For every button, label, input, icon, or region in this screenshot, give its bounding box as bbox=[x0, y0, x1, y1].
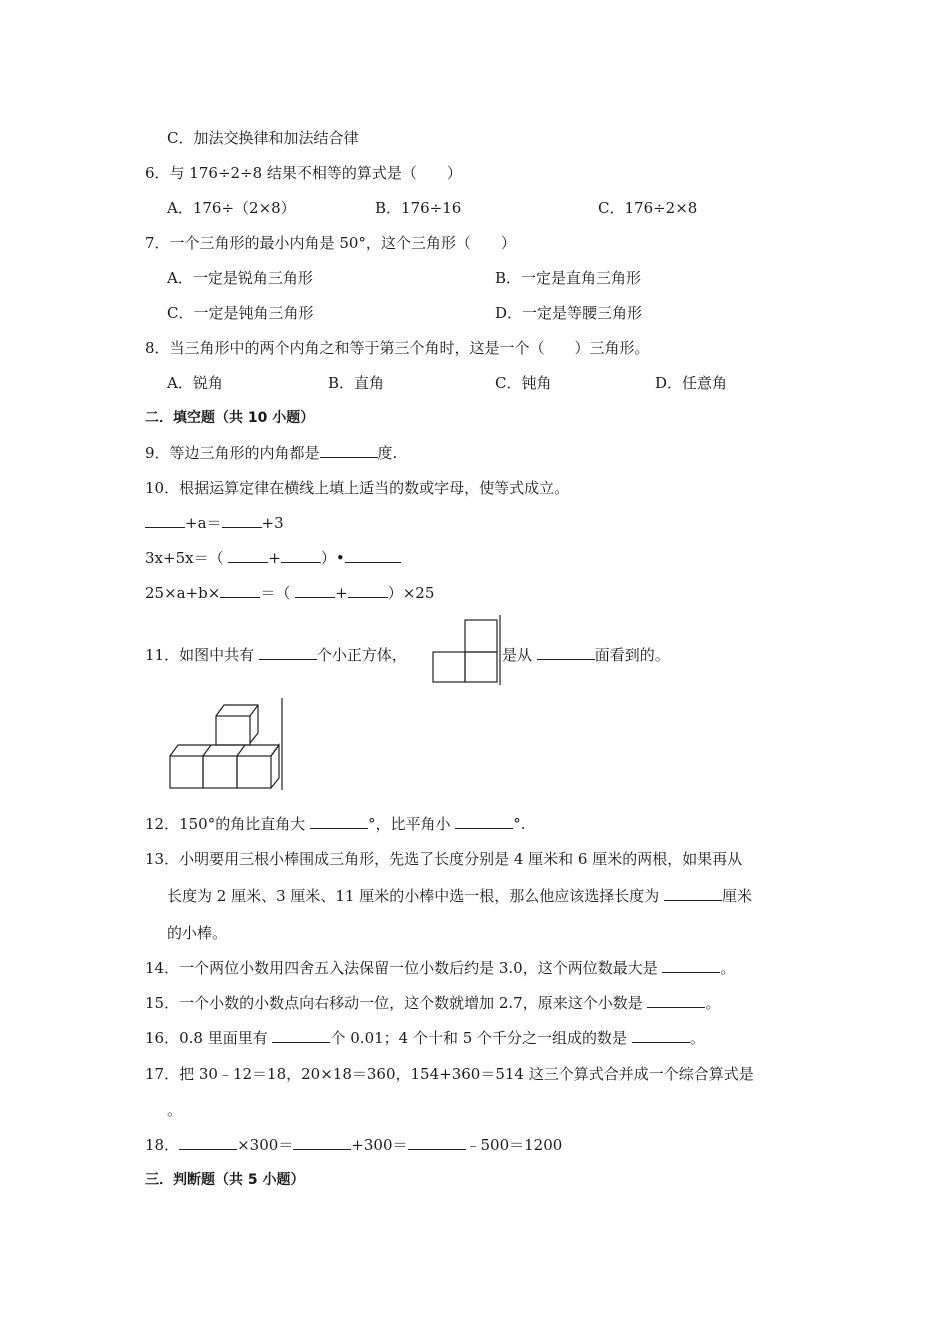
q12: 12．150°的角比直角大 °，比平角小 °. bbox=[145, 815, 526, 833]
answer-blank[interactable] bbox=[537, 645, 595, 660]
answer-blank[interactable] bbox=[345, 548, 401, 563]
q8-option-b: B．直角 bbox=[328, 374, 385, 392]
q17-line-2: 。 bbox=[167, 1101, 183, 1119]
cube-face bbox=[203, 756, 237, 788]
cube-face bbox=[216, 716, 250, 745]
answer-blank[interactable] bbox=[662, 958, 720, 973]
answer-blank[interactable] bbox=[320, 443, 378, 458]
answer-blank[interactable] bbox=[293, 1135, 351, 1150]
answer-blank[interactable] bbox=[259, 645, 317, 660]
view-square bbox=[465, 620, 497, 652]
q8-stem: 8．当三角形中的两个内角之和等于第三个角时，这是一个（ ）三角形。 bbox=[145, 339, 650, 357]
view-square bbox=[465, 652, 497, 682]
q13-line-2: 长度为 2 厘米、3 厘米、11 厘米的小棒中选一根，那么他应该选择长度为 厘米 bbox=[167, 887, 753, 905]
answer-blank[interactable] bbox=[647, 993, 705, 1008]
q10-line-1: +a＝ +3 bbox=[145, 513, 284, 533]
section-2-heading: 二．填空题（共 10 小题） bbox=[145, 410, 315, 426]
q17-line-1: 17．把 30﹣12＝18，20×18＝360，154+360＝514 这三个算式合并成一个综合算式是 bbox=[145, 1065, 754, 1083]
q11-view-figure bbox=[430, 615, 505, 685]
q7-option-d: D．一定是等腰三角形 bbox=[495, 304, 643, 322]
cube-face bbox=[237, 756, 271, 788]
q7-option-b: B．一定是直角三角形 bbox=[495, 269, 642, 287]
answer-blank[interactable] bbox=[272, 1028, 330, 1043]
q9: 9．等边三角形的内角都是 度. bbox=[145, 444, 398, 462]
q13-line-3: 的小棒。 bbox=[167, 924, 228, 942]
q7-option-a: A．一定是锐角三角形 bbox=[167, 269, 313, 287]
answer-blank[interactable] bbox=[664, 886, 722, 901]
q13-line-1: 13．小明要用三根小棒围成三角形，先选了长度分别是 4 厘米和 6 厘米的两根，如果再从 bbox=[145, 850, 743, 868]
answer-blank[interactable] bbox=[348, 583, 388, 598]
answer-blank[interactable] bbox=[220, 583, 260, 598]
q11-part-1: 11．如图中共有 个小正方体， bbox=[145, 646, 407, 664]
q5-option-c: C．加法交换律和加法结合律 bbox=[167, 129, 359, 147]
answer-blank[interactable] bbox=[222, 513, 262, 528]
answer-blank[interactable] bbox=[228, 548, 268, 563]
q10-stem: 10．根据运算定律在横线上填上适当的数或字母，使等式成立。 bbox=[145, 479, 570, 497]
answer-blank[interactable] bbox=[408, 1135, 466, 1150]
answer-blank[interactable] bbox=[281, 548, 321, 563]
q16: 16．0.8 里面里有 个 0.01；4 个十和 5 个千分之一组成的数是 。 bbox=[145, 1029, 705, 1047]
answer-blank[interactable] bbox=[145, 513, 185, 528]
answer-blank[interactable] bbox=[455, 814, 513, 829]
q14: 14．一个两位小数用四舍五入法保留一位小数后约是 3.0，这个两位数最大是 。 bbox=[145, 959, 736, 977]
q11-part-2: 是从 面看到的。 bbox=[502, 646, 670, 664]
q11-cube-figure bbox=[165, 698, 285, 793]
answer-blank[interactable] bbox=[179, 1135, 237, 1150]
q8-option-d: D．任意角 bbox=[655, 374, 728, 392]
cube-face bbox=[170, 756, 203, 788]
answer-blank[interactable] bbox=[632, 1028, 690, 1043]
q6-option-b: B．176÷16 bbox=[375, 199, 462, 217]
q10-line-2: 3x+5x＝（ + ）• bbox=[145, 548, 401, 568]
view-square bbox=[433, 652, 465, 682]
q15: 15．一个小数的小数点向右移动一位，这个数就增加 2.7，原来这个小数是 。 bbox=[145, 994, 721, 1012]
q8-option-a: A．锐角 bbox=[167, 374, 223, 392]
q18: 18． ×300＝ +300＝ ﹣500＝1200 bbox=[145, 1136, 563, 1154]
q6-option-a: A．176÷（2×8） bbox=[167, 199, 296, 217]
answer-blank[interactable] bbox=[310, 814, 368, 829]
q6-stem: 6．与 176÷2÷8 结果不相等的算式是（ ） bbox=[145, 164, 462, 182]
answer-blank[interactable] bbox=[295, 583, 335, 598]
q10-line-3: 25×a+b× ＝（ + ）×25 bbox=[145, 584, 435, 602]
q6-option-c: C．176÷2×8 bbox=[598, 199, 698, 217]
q7-option-c: C．一定是钝角三角形 bbox=[167, 304, 314, 322]
q7-stem: 7．一个三角形的最小内角是 50°，这个三角形（ ） bbox=[145, 234, 516, 252]
q8-option-c: C．钝角 bbox=[495, 374, 552, 392]
section-3-heading: 三．判断题（共 5 小题） bbox=[145, 1172, 305, 1188]
